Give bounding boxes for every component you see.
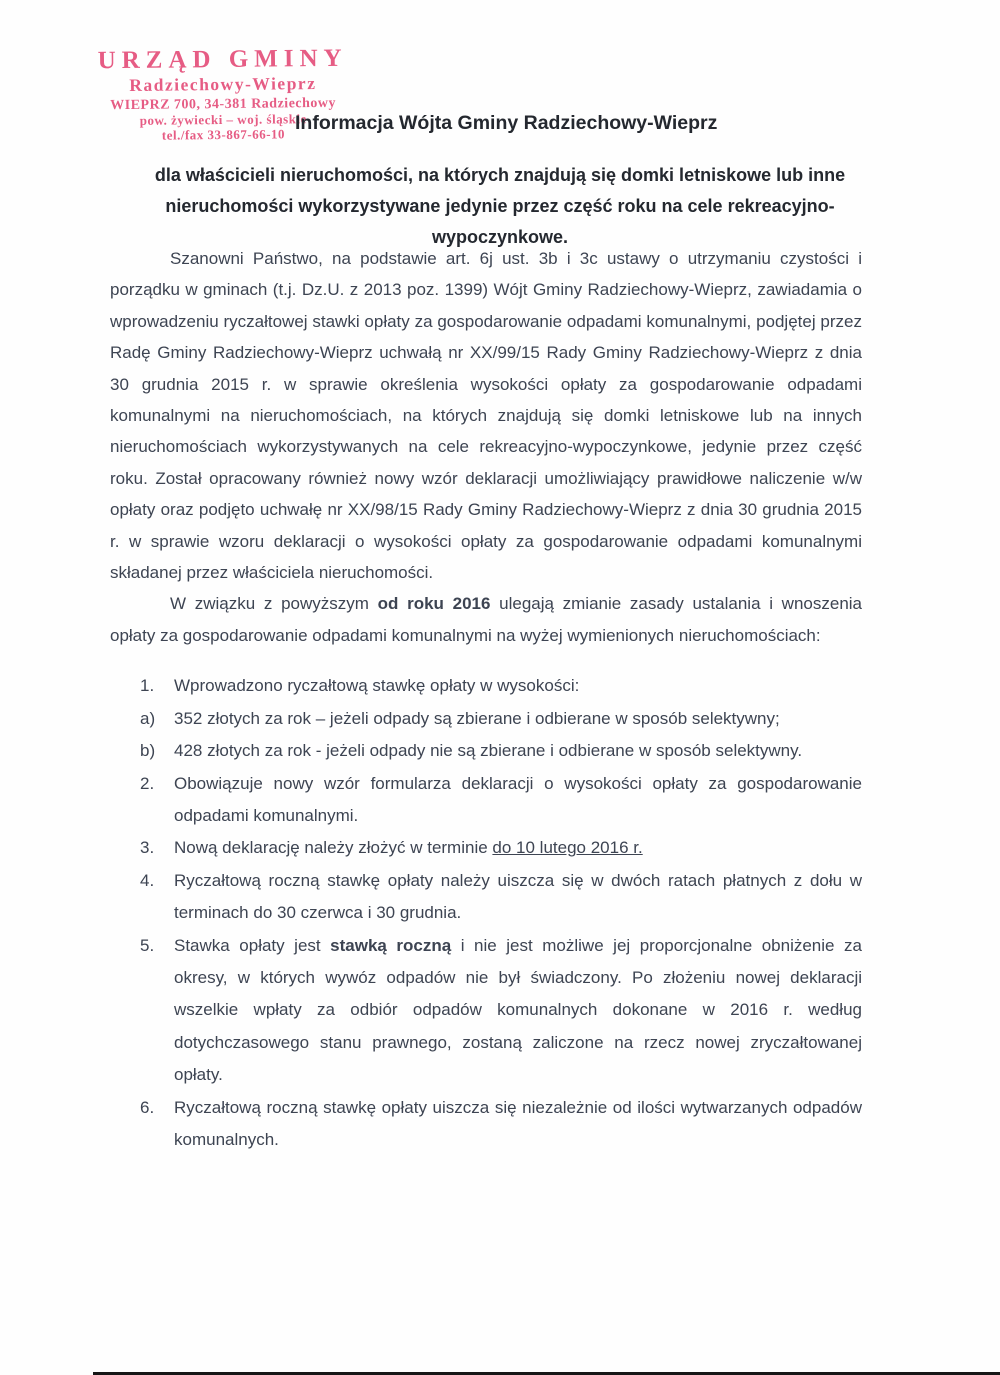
list-item (140, 670, 862, 702)
list-item-text: Nową deklarację należy złożyć w terminie do 10 lutego 2016 r. (174, 838, 643, 858)
list-item-marker: b) (140, 741, 156, 761)
list-item (140, 832, 862, 864)
list-item-text: Stawka opłaty jest stawką roczną i nie jest możliwe jej proporcjonalne obniżenie za okresy, w których wywóz odpadów nie był świadczony. Po złożeniu nowej deklaracji wszelkie wpłaty za odbiór odpadów komunalnych dokonane w 2016 r. według dotychczasowego stanu prawnego, zostaną zaliczone na rzecz nowej zryczałtowanej opłaty. (174, 935, 862, 1085)
list-item-text: 352 złotych za rok – jeżeli odpady są zbierane i odbierane w sposób selektywny; (174, 708, 780, 728)
list-item (140, 768, 862, 833)
stamp-district: pow. żywiecki – woj. śląskie (139, 111, 307, 129)
list-item (140, 930, 862, 1092)
list-item (140, 703, 862, 735)
stamp-phone-fax: tel./fax 33-867-66-10 (161, 126, 286, 143)
list-item-marker: 6. (140, 1097, 155, 1117)
list-item-text: Ryczałtową roczną stawkę opłaty uiszcza się niezależnie od ilości wytwarzanych odpadów komunalnych. (174, 1097, 862, 1149)
stamp-municipality: Radziechowy-Wieprz (129, 73, 317, 95)
list-item (140, 735, 862, 767)
list-item-marker: 1. (140, 676, 155, 696)
list-item-marker: 2. (140, 773, 155, 793)
list-item-marker: 5. (140, 935, 155, 955)
list-item (140, 865, 862, 930)
list-item-text: 428 złotych za rok - jeżeli odpady nie są zbierane i odbierane w sposób selektywny. (174, 741, 803, 761)
document-subtitle: dla właścicieli nieruchomości, na których znajdują się domki letniskowe lub inne nieruchomości wykorzystywane jedynie przez część roku na cele rekreacyjno-wypoczynkowe. (154, 165, 846, 247)
stamp-office-name: URZĄD GMINY (97, 44, 348, 75)
intro-paragraph: Szanowni Państwo, na podstawie art. 6j ust. 3b i 3c ustawy o utrzymaniu czystości i porządku w gminach (t.j. Dz.U. z 2013 poz. 1399) Wójt Gminy Radziechowy-Wieprz, zawiadamia o wprowadzeniu ryczałtowej stawki opłaty za gospodarowanie odpadami komunalnymi, podjętej przez Radę Gminy Radziechowy-Wieprz uchwałą nr XX/99/15 Rady Gminy Radziechowy-Wieprz z dnia 30 grudnia 2015 r. w sprawie określenia wysokości opłaty za gospodarowanie odpadami komunalnymi na nieruchomościach, na których znajdują się domki letniskowe lub na innych nieruchomościach wykorzystywanych na cele rekreacyjno-wypoczynkowe, jedynie przez część roku. Został opracowany również nowy wzór deklaracji umożliwiający prawidłowe naliczenie w/w opłaty oraz podjęto uchwałę nr XX/98/15 Rady Gminy Radziechowy-Wieprz z dnia 30 grudnia 2015 r. w sprawie wzoru deklaracji o wysokości opłaty za gospodarowanie odpadami komunalnymi składanej przez właściciela nieruchomości. (110, 249, 862, 583)
list-item-marker: 4. (140, 870, 155, 890)
document-title: Informacja Wójta Gminy Radziechowy-Wieprz (295, 112, 718, 134)
list-item-text: Wprowadzono ryczałtową stawkę opłaty w wysokości: (174, 676, 580, 696)
list-item-marker: a) (140, 708, 156, 728)
list-item-text: Ryczałtową roczną stawkę opłaty należy uiszcza się w dwóch ratach płatnych z dołu w terminach do 30 czerwca i 30 grudnia. (174, 870, 862, 923)
list-item (140, 1092, 862, 1157)
stamp-address: WIEPRZ 700, 34-381 Radziechowy (110, 95, 337, 113)
document-body (110, 243, 862, 1156)
rules-list (110, 670, 862, 1156)
list-item-marker: 3. (140, 838, 155, 858)
changes-paragraph: W związku z powyższym od roku 2016 ulegają zmianie zasady ustalania i wnoszenia opłaty za gospodarowanie odpadami komunalnymi na wyżej wymienionych nieruchomościach: (110, 594, 863, 645)
list-item-text: Obowiązuje nowy wzór formularza deklaracji o wysokości opłaty za gospodarowanie odpadami komunalnymi. (174, 773, 862, 825)
